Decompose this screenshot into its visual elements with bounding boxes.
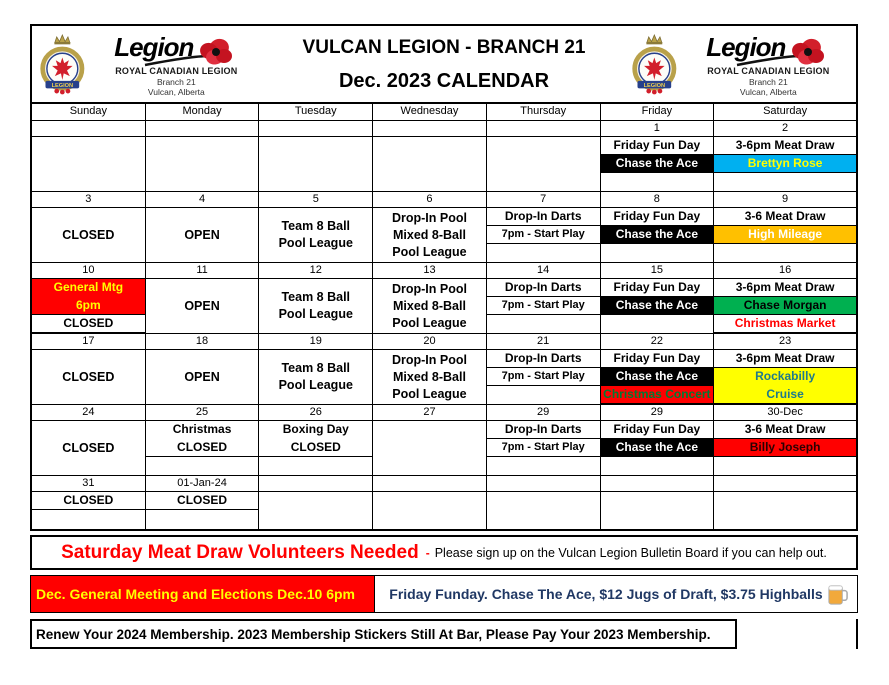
event-pool-league: Pool League — [278, 378, 353, 392]
event-drop-in-darts: Drop-In Darts — [487, 421, 600, 439]
calendar-cell — [146, 192, 260, 263]
event-3-6-meat-draw: 3-6 Meat Draw — [714, 421, 856, 439]
calendar-cell — [487, 405, 601, 476]
calendar-cell — [601, 263, 715, 334]
date-label: 20 — [373, 334, 486, 350]
calendar-cell — [32, 405, 146, 476]
event-mixed-8-ball: Mixed 8-Ball — [392, 369, 466, 384]
calendar-cell — [259, 334, 373, 405]
event-friday-fun-day: Friday Fun Day — [601, 279, 714, 297]
cell-body — [146, 279, 259, 333]
event-chase-the-ace: Chase the Ace — [601, 368, 714, 386]
calendar-cell — [146, 334, 260, 405]
event-pool-league: Pool League — [278, 307, 353, 321]
week-row-1 — [32, 121, 856, 192]
date-label: 13 — [373, 263, 486, 279]
week-row-2 — [32, 192, 856, 263]
calendar-cell — [32, 192, 146, 263]
event-closed: CLOSED — [146, 439, 259, 457]
calendar-cell — [714, 263, 856, 334]
cell-body — [487, 279, 600, 333]
event-billy-joseph: Billy Joseph — [714, 439, 856, 457]
date-label: 19 — [259, 334, 372, 350]
cell-body — [601, 208, 714, 262]
calendar-cell — [601, 121, 715, 192]
date-label: 5 — [259, 192, 372, 208]
event-drop-in-pool: Drop-In Pool — [391, 210, 467, 225]
event-general-mtg: General Mtg — [32, 279, 145, 297]
day-header-thursday: Thursday — [487, 104, 601, 120]
event-rockabilly: Rockabilly — [714, 368, 856, 386]
calendar-cell — [373, 192, 487, 263]
cell-body — [146, 137, 259, 191]
cell-body — [373, 279, 486, 333]
calendar-grid — [30, 104, 858, 531]
day-header-sunday: Sunday — [32, 104, 146, 120]
date-label: 8 — [601, 192, 714, 208]
date-label: 4 — [146, 192, 259, 208]
city-label: Vulcan, Alberta — [739, 87, 797, 97]
calendar-cell — [601, 405, 715, 476]
event-team-8-ball: Team 8 Ball — [281, 361, 351, 375]
calendar-cell — [714, 121, 856, 192]
event-drop-in-pool: Drop-In Pool — [391, 281, 467, 296]
cell-body — [714, 421, 856, 475]
cell-body — [259, 137, 372, 191]
date-label: 01-Jan-24 — [146, 476, 259, 492]
date-label: 7 — [487, 192, 600, 208]
event-chase-morgan: Chase Morgan — [714, 297, 856, 315]
date-label: 18 — [146, 334, 259, 350]
date-label — [146, 121, 259, 137]
legion-logo-right — [624, 29, 856, 99]
general-meeting-banner: Dec. General Meeting and Elections Dec.10 6pm — [30, 575, 375, 613]
event-boxing-day: Boxing Day — [282, 422, 349, 436]
week-row-4 — [32, 334, 856, 405]
calendar-page — [30, 24, 858, 649]
cell-body — [373, 208, 486, 262]
event-pool-league: Pool League — [392, 315, 467, 330]
event-closed: CLOSED — [62, 227, 115, 242]
date-label: 12 — [259, 263, 372, 279]
date-label: 2 — [714, 121, 856, 137]
cell-body — [601, 492, 714, 529]
calendar-cell — [32, 334, 146, 405]
legion-wordmark: Legion — [114, 32, 194, 62]
event-christmas: Christmas — [172, 422, 232, 436]
date-label — [259, 121, 372, 137]
calendar-cell — [259, 192, 373, 263]
date-label: 25 — [146, 405, 259, 421]
calendar-cell — [259, 476, 373, 529]
calendar-cell — [259, 263, 373, 334]
cell-body — [259, 492, 372, 529]
event-closed: CLOSED — [32, 492, 145, 510]
calendar-cell — [373, 334, 487, 405]
event-christmas-concert: Christmas Concert — [601, 386, 714, 404]
event-team-8-ball: Team 8 Ball — [281, 219, 351, 233]
cell-body — [32, 137, 145, 191]
beer-jug-icon — [826, 582, 849, 607]
cell-body — [146, 350, 259, 404]
header — [30, 24, 858, 104]
calendar-cell — [487, 121, 601, 192]
cell-body — [714, 279, 856, 333]
calendar-weeks — [32, 121, 856, 529]
org-name: ROYAL CANADIAN LEGION — [707, 66, 830, 76]
date-label — [487, 476, 600, 492]
date-label: 24 — [32, 405, 145, 421]
membership-notice: Renew Your 2024 Membership. 2023 Membership Stickers Still At Bar, Please Pay Your 2023 Membership. — [30, 619, 737, 649]
event-drop-in-darts: Drop-In Darts — [487, 350, 600, 368]
cell-body — [146, 421, 259, 475]
calendar-cell — [32, 121, 146, 192]
cell-body — [259, 208, 372, 262]
event-chase-the-ace: Chase the Ace — [601, 226, 714, 244]
date-label: 1 — [601, 121, 714, 137]
event-7pm-start-play: 7pm - Start Play — [487, 439, 600, 457]
calendar-cell — [714, 405, 856, 476]
event-open: OPEN — [184, 298, 220, 313]
event-closed: CLOSED — [62, 369, 115, 384]
cell-body — [146, 208, 259, 262]
day-header-row — [32, 104, 856, 121]
cell-body — [373, 137, 486, 191]
week-row-3 — [32, 263, 856, 334]
calendar-cell — [146, 263, 260, 334]
cell-body — [714, 208, 856, 262]
membership-row — [30, 619, 858, 649]
friday-funday-banner — [375, 575, 858, 613]
crest-ribbon-label: LEGION — [643, 82, 666, 89]
date-label — [714, 476, 856, 492]
membership-row-spacer — [737, 619, 858, 649]
volunteers-notice-detail: Please sign up on the Vulcan Legion Bulletin Board if you can help out. — [434, 545, 827, 560]
cell-body — [487, 350, 600, 404]
cell-body — [373, 421, 486, 475]
event-3-6pm-meat-draw: 3-6pm Meat Draw — [714, 279, 856, 297]
calendar-cell — [259, 121, 373, 192]
week-row-6 — [32, 476, 856, 529]
cell-body — [601, 279, 714, 333]
cell-body — [487, 208, 600, 262]
legion-logo-left — [32, 29, 264, 99]
branch-label: Branch 21 — [156, 77, 196, 87]
event-team-8-ball: Team 8 Ball — [281, 290, 351, 304]
cell-body — [487, 421, 600, 475]
event-mixed-8-ball: Mixed 8-Ball — [392, 298, 466, 313]
date-label: 6 — [373, 192, 486, 208]
event-chase-the-ace: Chase the Ace — [601, 155, 714, 173]
legion-wordmark: Legion — [706, 32, 786, 62]
calendar-cell — [146, 121, 260, 192]
date-label — [487, 121, 600, 137]
volunteers-notice-dash: - — [425, 545, 430, 560]
friday-funday-text: Friday Funday. Chase The Ace, $12 Jugs of Draft, $3.75 Highballs — [389, 586, 823, 602]
calendar-cell — [373, 476, 487, 529]
legion-crest-icon — [38, 32, 87, 96]
event-chase-the-ace: Chase the Ace — [601, 297, 714, 315]
event-closed: CLOSED — [146, 492, 259, 510]
date-label: 29 — [601, 405, 714, 421]
calendar-cell — [487, 192, 601, 263]
date-label: 23 — [714, 334, 856, 350]
date-label — [373, 476, 486, 492]
cell-body — [714, 350, 856, 404]
calendar-cell — [601, 334, 715, 405]
date-label: 26 — [259, 405, 372, 421]
event-6pm: 6pm — [32, 297, 145, 315]
event-3-6pm-meat-draw: 3-6pm Meat Draw — [714, 137, 856, 155]
calendar-cell — [601, 476, 715, 529]
day-header-wednesday: Wednesday — [373, 104, 487, 120]
date-label — [32, 121, 145, 137]
event-friday-fun-day: Friday Fun Day — [601, 137, 714, 155]
event-mixed-8-ball: Mixed 8-Ball — [392, 227, 466, 242]
cell-body — [373, 492, 486, 529]
calendar-cell — [601, 192, 715, 263]
event-3-6-meat-draw: 3-6 Meat Draw — [714, 208, 856, 226]
date-label: 3 — [32, 192, 145, 208]
volunteers-notice-headline: Saturday Meat Draw Volunteers Needed — [61, 541, 419, 563]
date-label: 21 — [487, 334, 600, 350]
calendar-cell — [146, 476, 260, 529]
event-drop-in-darts: Drop-In Darts — [487, 279, 600, 297]
event-friday-fun-day: Friday Fun Day — [601, 208, 714, 226]
cell-body — [601, 350, 714, 404]
date-label: 14 — [487, 263, 600, 279]
cell-body — [601, 137, 714, 191]
day-header-friday: Friday — [601, 104, 715, 120]
day-header-saturday: Saturday — [763, 105, 808, 117]
titles — [264, 35, 624, 93]
org-name: ROYAL CANADIAN LEGION — [115, 66, 238, 76]
event-pool-league: Pool League — [392, 386, 467, 401]
cell-body — [32, 279, 145, 333]
date-label: 10 — [32, 263, 145, 279]
event-open: OPEN — [184, 369, 220, 384]
event-brettyn-rose: Brettyn Rose — [714, 155, 856, 173]
cell-body — [259, 421, 372, 475]
date-label — [373, 121, 486, 137]
date-label: 9 — [714, 192, 856, 208]
branch-label: Branch 21 — [748, 77, 788, 87]
calendar-cell — [714, 476, 856, 529]
date-label: 30-Dec — [714, 405, 856, 421]
date-label: 17 — [32, 334, 145, 350]
cell-body — [32, 350, 145, 404]
event-friday-fun-day: Friday Fun Day — [601, 421, 714, 439]
cell-body — [714, 492, 856, 529]
week-row-5 — [32, 405, 856, 476]
date-label: 16 — [714, 263, 856, 279]
volunteers-notice — [30, 535, 858, 570]
cell-body — [259, 350, 372, 404]
date-label: 31 — [32, 476, 145, 492]
event-7pm-start-play: 7pm - Start Play — [487, 297, 600, 315]
event-high-mileage: High Mileage — [714, 226, 856, 244]
crest-ribbon-label: LEGION — [51, 82, 74, 89]
cell-body — [601, 421, 714, 475]
event-drop-in-darts: Drop-In Darts — [487, 208, 600, 226]
event-closed: CLOSED — [259, 439, 372, 457]
calendar-cell — [487, 476, 601, 529]
page-subtitle: Dec. 2023 CALENDAR — [338, 70, 550, 92]
date-label: 27 — [373, 405, 486, 421]
cell-body — [714, 137, 856, 191]
event-chase-the-ace: Chase the Ace — [601, 439, 714, 457]
calendar-cell — [373, 405, 487, 476]
page-title: VULCAN LEGION - BRANCH 21 — [302, 37, 586, 58]
calendar-cell — [487, 263, 601, 334]
event-pool-league: Pool League — [278, 236, 353, 250]
calendar-cell — [259, 405, 373, 476]
cell-body — [32, 492, 145, 529]
event-closed: CLOSED — [32, 315, 145, 333]
date-label — [601, 476, 714, 492]
cell-body — [487, 137, 600, 191]
cell-body — [32, 421, 145, 475]
calendar-cell — [373, 263, 487, 334]
cell-body — [373, 350, 486, 404]
event-3-6pm-meat-draw: 3-6pm Meat Draw — [714, 350, 856, 368]
calendar-cell — [146, 405, 260, 476]
cell-body — [32, 208, 145, 262]
date-label — [259, 476, 372, 492]
event-drop-in-pool: Drop-In Pool — [391, 352, 467, 367]
date-label: 22 — [601, 334, 714, 350]
banner-row — [30, 575, 858, 613]
legion-crest-icon — [630, 32, 679, 96]
event-closed: CLOSED — [62, 440, 115, 455]
city-label: Vulcan, Alberta — [147, 87, 205, 97]
day-header-monday: Monday — [146, 104, 260, 120]
day-header-tuesday: Tuesday — [259, 104, 373, 120]
event-cruise: Cruise — [714, 386, 856, 404]
cell-body — [487, 492, 600, 529]
date-label: 11 — [146, 263, 259, 279]
date-label: 29 — [487, 405, 600, 421]
calendar-cell — [32, 476, 146, 529]
calendar-cell — [714, 192, 856, 263]
date-label: 15 — [601, 263, 714, 279]
cell-body — [259, 279, 372, 333]
event-7pm-start-play: 7pm - Start Play — [487, 368, 600, 386]
calendar-cell — [373, 121, 487, 192]
calendar-cell — [32, 263, 146, 334]
event-friday-fun-day: Friday Fun Day — [601, 350, 714, 368]
calendar-cell — [487, 334, 601, 405]
event-7pm-start-play: 7pm - Start Play — [487, 226, 600, 244]
event-open: OPEN — [184, 227, 220, 242]
event-pool-league: Pool League — [392, 244, 467, 259]
event-christmas-market: Christmas Market — [714, 315, 856, 333]
cell-body — [146, 492, 259, 529]
calendar-cell — [714, 334, 856, 405]
